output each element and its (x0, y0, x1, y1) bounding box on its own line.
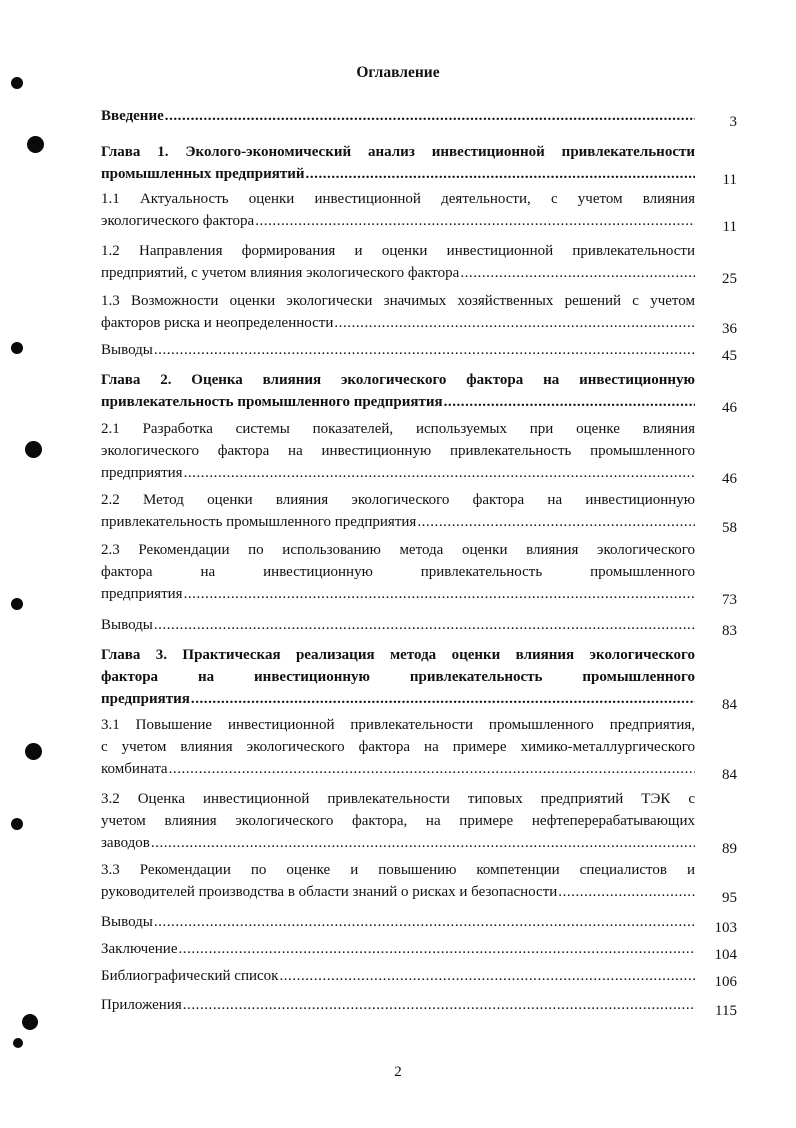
toc-entry-line: 3.3 Рекомендации по оценке и повышению компетенции специалистов и (101, 862, 695, 878)
leader-dots (558, 881, 695, 903)
toc-entry-line: учетом влияния экологического фактора, на примере нефтеперерабатывающих (101, 813, 695, 829)
toc-entry-line: 3.2 Оценка инвестиционной привлекательности типовых предприятий ТЭК с (101, 791, 695, 807)
toc-entry-page: 58 (722, 520, 737, 536)
toc-entry-text (101, 141, 695, 185)
toc-title: Оглавление (356, 64, 440, 81)
leader-dots (154, 339, 695, 361)
toc-entry-line: Глава 3. Практическая реализация метода оценки влияния экологического (101, 647, 695, 663)
toc-entry-title: экологического фактора (101, 213, 255, 229)
punch-hole (11, 818, 23, 830)
toc-entry (101, 859, 737, 906)
toc-entry-text (101, 911, 695, 933)
toc-entry-text (101, 938, 695, 960)
leader-dots (184, 583, 695, 605)
toc-entry-line: 1.1 Актуальность оценки инвестиционной деятельности, с учетом влияния (101, 191, 695, 207)
toc-entry-text (101, 614, 695, 636)
toc-entry-line: 3.1 Повышение инвестиционной привлекательности промышленного предприятия, (101, 717, 695, 733)
toc-entry-title: предприятий, с учетом влияния экологического фактора (101, 265, 460, 281)
toc-entry-title: Заключение (101, 941, 178, 957)
leader-dots (417, 511, 695, 533)
leader-dots (154, 911, 695, 933)
toc-entry-title: Библиографический список (101, 968, 279, 984)
toc-entry-title: Выводы (101, 617, 153, 633)
toc-entry (101, 788, 737, 857)
toc-entry-page: 104 (714, 947, 737, 963)
toc-entry-page: 3 (729, 114, 737, 130)
leader-dots (279, 965, 695, 987)
leader-dots (183, 994, 695, 1016)
toc-entry-title: факторов риска и неопределенности (101, 315, 334, 331)
toc-entry-title: заводов (101, 835, 150, 851)
toc-entry (101, 418, 737, 487)
toc-entry (101, 644, 737, 713)
leader-dots (151, 832, 695, 854)
toc-entry-line: 2.1 Разработка системы показателей, используемых при оценке влияния (101, 421, 695, 437)
toc-entry-page: 45 (722, 348, 737, 364)
toc-entry (101, 105, 737, 130)
toc-entry-text (101, 539, 695, 605)
leader-dots (191, 688, 695, 710)
toc-entry-text (101, 788, 695, 854)
toc-entry (101, 188, 737, 235)
toc-entry-page: 89 (722, 841, 737, 857)
toc-entry-line: фактора на инвестиционную привлекательность промышленного (101, 564, 695, 580)
toc-entry-text (101, 290, 695, 334)
toc-entry-page: 103 (714, 920, 737, 936)
toc-entry-text (101, 714, 695, 780)
punch-hole (22, 1014, 38, 1030)
punch-hole (11, 342, 23, 354)
punch-hole (27, 136, 44, 153)
toc-entry-title: предприятия (101, 586, 183, 602)
leader-dots (184, 462, 695, 484)
toc-entry-title: предприятия (101, 691, 190, 707)
toc-entry-text (101, 240, 695, 284)
punch-hole (25, 441, 42, 458)
toc-entry-text (101, 418, 695, 484)
toc-entry-page: 73 (722, 592, 737, 608)
toc-entry-title: Приложения (101, 997, 182, 1013)
toc-entry-line: экологического фактора на инвестиционную привлекательность промышленного (101, 443, 695, 459)
toc-entry-page: 95 (722, 890, 737, 906)
toc-entry-text (101, 859, 695, 903)
leader-dots (334, 312, 695, 334)
toc-entry-title: Выводы (101, 342, 153, 358)
toc-entry-text (101, 105, 695, 127)
toc-entry-text (101, 188, 695, 232)
toc-entry (101, 994, 737, 1019)
toc-entry (101, 911, 737, 936)
toc-entry-line: 1.2 Направления формирования и оценки инвестиционной привлекательности (101, 243, 695, 259)
toc-entry-text (101, 489, 695, 533)
punch-hole (11, 598, 23, 610)
toc-entry-line: 1.3 Возможности оценки экологически значимых хозяйственных решений с учетом (101, 293, 695, 309)
toc-entry (101, 339, 737, 364)
toc-entry-page: 84 (722, 697, 737, 713)
toc-entry (101, 965, 737, 990)
toc-entry-line: фактора на инвестиционную привлекательность промышленного (101, 669, 695, 685)
page-number: 2 (394, 1064, 402, 1080)
leader-dots (255, 210, 695, 232)
toc-entry-line: с учетом влияния экологического фактора на примере химико-металлургического (101, 739, 695, 755)
toc-entry-line: Глава 1. Эколого-экономический анализ инвестиционной привлекательности (101, 144, 695, 160)
toc-entry (101, 290, 737, 337)
leader-dots (169, 758, 695, 780)
toc-entry-title: привлекательность промышленного предприятия (101, 514, 417, 530)
toc-entry-title: Введение (101, 108, 164, 124)
toc-entry-text (101, 339, 695, 361)
leader-dots (306, 163, 695, 185)
toc-entry-title: предприятия (101, 465, 183, 481)
toc-entry (101, 369, 737, 416)
toc-entry-page: 36 (722, 321, 737, 337)
leader-dots (444, 391, 695, 413)
toc-entry-text (101, 369, 695, 413)
toc-entry (101, 141, 737, 188)
toc-entry-text (101, 965, 695, 987)
toc-entry-title: комбината (101, 761, 168, 777)
toc-entry-title: Выводы (101, 914, 153, 930)
toc-entry-page: 106 (714, 974, 737, 990)
toc-entry (101, 938, 737, 963)
toc-entry (101, 539, 737, 608)
toc-entry (101, 714, 737, 783)
toc-entry-line: 2.2 Метод оценки влияния экологического фактора на инвестиционную (101, 492, 695, 508)
toc-entry (101, 614, 737, 639)
toc-entry-page: 11 (722, 172, 737, 188)
toc-entry-text (101, 644, 695, 710)
toc-entry-title: промышленных предприятий (101, 166, 305, 182)
punch-hole (25, 743, 42, 760)
toc-entry-page: 25 (722, 271, 737, 287)
punch-hole (13, 1038, 23, 1048)
leader-dots (165, 105, 695, 127)
toc-entry-line: Глава 2. Оценка влияния экологического фактора на инвестиционную (101, 372, 695, 388)
toc-entry-page: 115 (715, 1003, 737, 1019)
toc-entry-title: руководителей производства в области знаний о рисках и безопасности (101, 884, 558, 900)
toc-entry (101, 240, 737, 287)
toc-entry-page: 46 (722, 400, 737, 416)
toc-entry-page: 46 (722, 471, 737, 487)
toc-entry-text (101, 994, 695, 1016)
toc-entry-page: 84 (722, 767, 737, 783)
toc-entry-line: 2.3 Рекомендации по использованию метода оценки влияния экологического (101, 542, 695, 558)
toc-entry-title: привлекательность промышленного предприятия (101, 394, 443, 410)
leader-dots (154, 614, 695, 636)
leader-dots (179, 938, 696, 960)
leader-dots (460, 262, 695, 284)
toc-entry (101, 489, 737, 536)
toc-entry-page: 83 (722, 623, 737, 639)
toc-entry-page: 11 (722, 219, 737, 235)
